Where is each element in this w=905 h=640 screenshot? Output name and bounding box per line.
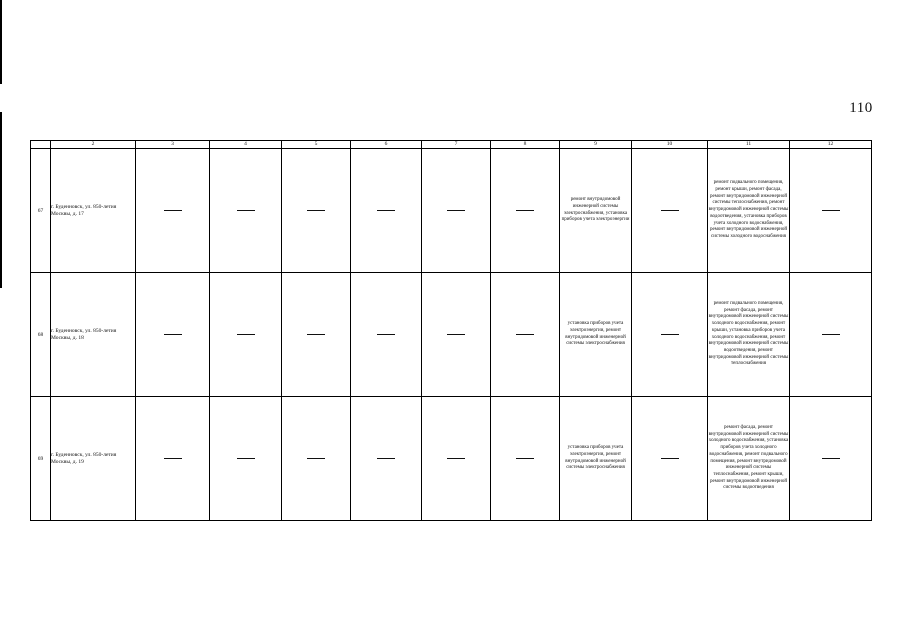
row-address: г. Буденновск, ул. 850-летия Москвы, д. 17 bbox=[51, 149, 136, 273]
column-header-4: 4 bbox=[210, 141, 282, 149]
empty-cell-dash bbox=[790, 397, 872, 521]
page-number: 110 bbox=[849, 100, 873, 116]
repair-works-table bbox=[30, 140, 872, 521]
row-address: г. Буденновск, ул. 850-летия Москвы, д. 18 bbox=[51, 273, 136, 397]
table-row bbox=[31, 273, 872, 397]
row-number: 69 bbox=[31, 397, 51, 521]
empty-cell-dash bbox=[282, 397, 351, 521]
empty-cell-dash bbox=[632, 273, 708, 397]
empty-cell-dash bbox=[632, 397, 708, 521]
column-header-2: 2 bbox=[51, 141, 136, 149]
empty-cell-dash bbox=[790, 149, 872, 273]
empty-cell-dash bbox=[351, 149, 422, 273]
empty-cell-dash bbox=[136, 149, 210, 273]
row-col9-works: установка приборов учета электроэнергии, ремонт внутридомовой инженерной системы электроснабжения bbox=[560, 273, 632, 397]
row-number: 68 bbox=[31, 273, 51, 397]
row-number: 67 bbox=[31, 149, 51, 273]
table-row bbox=[31, 397, 872, 521]
empty-cell-dash bbox=[210, 149, 282, 273]
empty-cell-dash bbox=[632, 149, 708, 273]
empty-cell-dash bbox=[210, 273, 282, 397]
empty-cell-dash bbox=[491, 397, 560, 521]
column-header-9: 9 bbox=[560, 141, 632, 149]
scan-edge-mark-top bbox=[0, 0, 2, 84]
column-header-10: 10 bbox=[632, 141, 708, 149]
column-header-6: 6 bbox=[351, 141, 422, 149]
column-header-5: 5 bbox=[282, 141, 351, 149]
empty-cell-dash bbox=[491, 273, 560, 397]
row-col9-works: установка приборов учета электроэнергии, ремонт внутридомовой инженерной системы электроснабжения bbox=[560, 397, 632, 521]
empty-cell-dash bbox=[422, 149, 491, 273]
row-col11-works: ремонт фасада, ремонт внутридомовой инженерной системы холодного водоснабжения, установка приборов учета холодного водоснабжения, ремонт подвального помещения, ремонт внутридомовой инженерной системы теплоснабжения, ремонт крыши, ремонт внутридомовой инженерной системы водоотведения bbox=[708, 397, 790, 521]
empty-cell-dash bbox=[491, 149, 560, 273]
empty-cell-dash bbox=[351, 273, 422, 397]
column-header-row bbox=[31, 141, 872, 149]
empty-cell-dash bbox=[790, 273, 872, 397]
empty-cell-dash bbox=[422, 273, 491, 397]
column-header-3: 3 bbox=[136, 141, 210, 149]
row-address: г. Буденновск, ул. 850-летия Москвы, д. 19 bbox=[51, 397, 136, 521]
empty-cell-dash bbox=[210, 397, 282, 521]
row-col11-works: ремонт подвального помещения, ремонт крыши, ремонт фасада, ремонт внутридомовой инженерной системы теплоснабжения, ремонт внутридомовой инженерной системы водоотведения, установка приборов учета холодного водоснабжения, ремонт внутридомовой инженерной системы холодного водоснабжения bbox=[708, 149, 790, 273]
empty-cell-dash bbox=[282, 273, 351, 397]
column-header-8: 8 bbox=[491, 141, 560, 149]
table-row bbox=[31, 149, 872, 273]
row-col11-works: ремонт подвального помещения, ремонт фасада, ремонт внутридомовой инженерной системы холодного водоснабжения, ремонт крыши, установка приборов учета холодного водоснабжения, ремонт внутридомовой инженерной системы водоотведения, ремонт внутридомовой инженерной системы теплоснабжения bbox=[708, 273, 790, 397]
empty-cell-dash bbox=[136, 397, 210, 521]
empty-cell-dash bbox=[422, 397, 491, 521]
empty-cell-dash bbox=[136, 273, 210, 397]
empty-cell-dash bbox=[282, 149, 351, 273]
column-header-11: 11 bbox=[708, 141, 790, 149]
column-header-12: 12 bbox=[790, 141, 872, 149]
scan-edge-mark-middle bbox=[0, 112, 2, 288]
column-header-1 bbox=[31, 141, 51, 149]
empty-cell-dash bbox=[351, 397, 422, 521]
column-header-7: 7 bbox=[422, 141, 491, 149]
row-col9-works: ремонт внутридомовой инженерной системы электроснабжения, установка приборов учета электроэнергии bbox=[560, 149, 632, 273]
